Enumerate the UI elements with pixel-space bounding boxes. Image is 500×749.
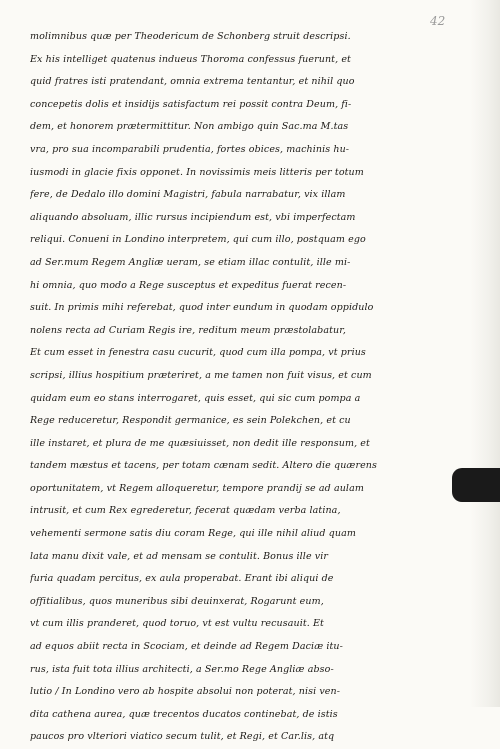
text-line: aliquando absoluam, illic rursus incipiendum est, vbi imperfectam: [30, 211, 356, 223]
text-line: vt cum illis pranderet, quod toruo, vt est vultu recusauit. Et: [30, 618, 324, 630]
text-line: dita cathena aurea, quæ trecentos ducatos continebat, de istis: [30, 708, 338, 720]
text-line: tandem mæstus et tacens, per totam cænam sedit. Altero die quærens: [30, 460, 378, 472]
page-tab-marker: [452, 468, 500, 502]
text-line: Ex his intelliget quatenus indueus Thoroma confessus fuerunt, et: [30, 53, 351, 65]
text-line: reliqui. Conueni in Londino interpretem, qui cum illo, postquam ego: [30, 234, 366, 246]
text-line: dem, et honorem prætermittitur. Non ambigo quin Sac.ma M.tas: [30, 121, 349, 133]
text-line: molimnibus quæ per Theodericum de Schonberg struit descripsi.: [30, 31, 351, 42]
text-line: ad equos abiit recta in Scociam, et deinde ad Regem Daciæ itu-: [30, 641, 343, 653]
text-line: ille instaret, et plura de me quæsiuisset, non dedit ille responsum, et: [30, 437, 370, 449]
text-line: vehementi sermone satis diu coram Rege, qui ille nihil aliud quam: [30, 528, 356, 540]
text-line: fere, de Dedalo illo domini Magistri, fabula narrabatur, vix illam: [30, 189, 346, 201]
text-line: lutio / In Londino vero ab hospite absolui non poterat, nisi ven-: [30, 686, 341, 698]
text-line: hi omnia, quo modo a Rege susceptus et expeditus fuerat recen-: [30, 279, 347, 291]
text-line: offitialibus, quos muneribus sibi deuinxerat, Rogarunt eum,: [30, 595, 324, 607]
text-line: paucos pro vlteriori viatico secum tulit, et Regi, et Car.lis, atq: [30, 731, 335, 743]
folio-number: 42: [430, 14, 446, 28]
text-line: furia quadam percitus, ex aula properabat. Erant ibi aliqui de: [30, 573, 334, 585]
text-line: scripsi, illius hospitium præteriret, a me tamen non fuit visus, et cum: [30, 369, 372, 381]
text-line: lata manu dixit vale, et ad mensam se contulit. Bonus ille vir: [30, 550, 329, 562]
text-line: nolens recta ad Curiam Regis ire, reditum meum præstolabatur,: [30, 324, 346, 336]
text-line: concepetis dolis et insidijs satisfactum rei possit contra Deum, fi-: [30, 98, 352, 110]
text-line: intrusit, et cum Rex egrederetur, fecerat quædam verba latina,: [30, 505, 341, 517]
text-line: vra, pro sua incomparabili prudentia, fortes obices, machinis hu-: [30, 143, 350, 155]
text-line: suit. In primis mihi referebat, quod inter eundum in quodam oppidulo: [30, 302, 374, 314]
text-line: Et cum esset in fenestra casu cucurit, quod cum illa pompa, vt prius: [30, 347, 366, 359]
text-line: ad Ser.mum Regem Angliæ ueram, se etiam illac contulit, ille mi-: [30, 256, 351, 268]
manuscript-text: [30, 26, 402, 749]
text-line: Rege reduceretur, Respondit germanice, es sein Polekchen, et cu: [30, 415, 351, 427]
text-line: quid fratres isti pratendant, omnia extrema tentantur, et nihil quo: [30, 76, 355, 88]
page-edge-shadow: [470, 0, 500, 707]
text-line: quidam eum eo stans interrogaret, quis esset, qui sic cum pompa a: [30, 392, 361, 404]
text-line: iusmodi in glacie fixis opponet. In novissimis meis litteris per totum: [30, 166, 364, 178]
text-line: oportunitatem, vt Regem alloqueretur, tempore prandij se ad aulam: [30, 482, 364, 494]
text-line: rus, ista fuit tota illius architecti, a Ser.mo Rege Angliæ abso-: [30, 663, 334, 675]
